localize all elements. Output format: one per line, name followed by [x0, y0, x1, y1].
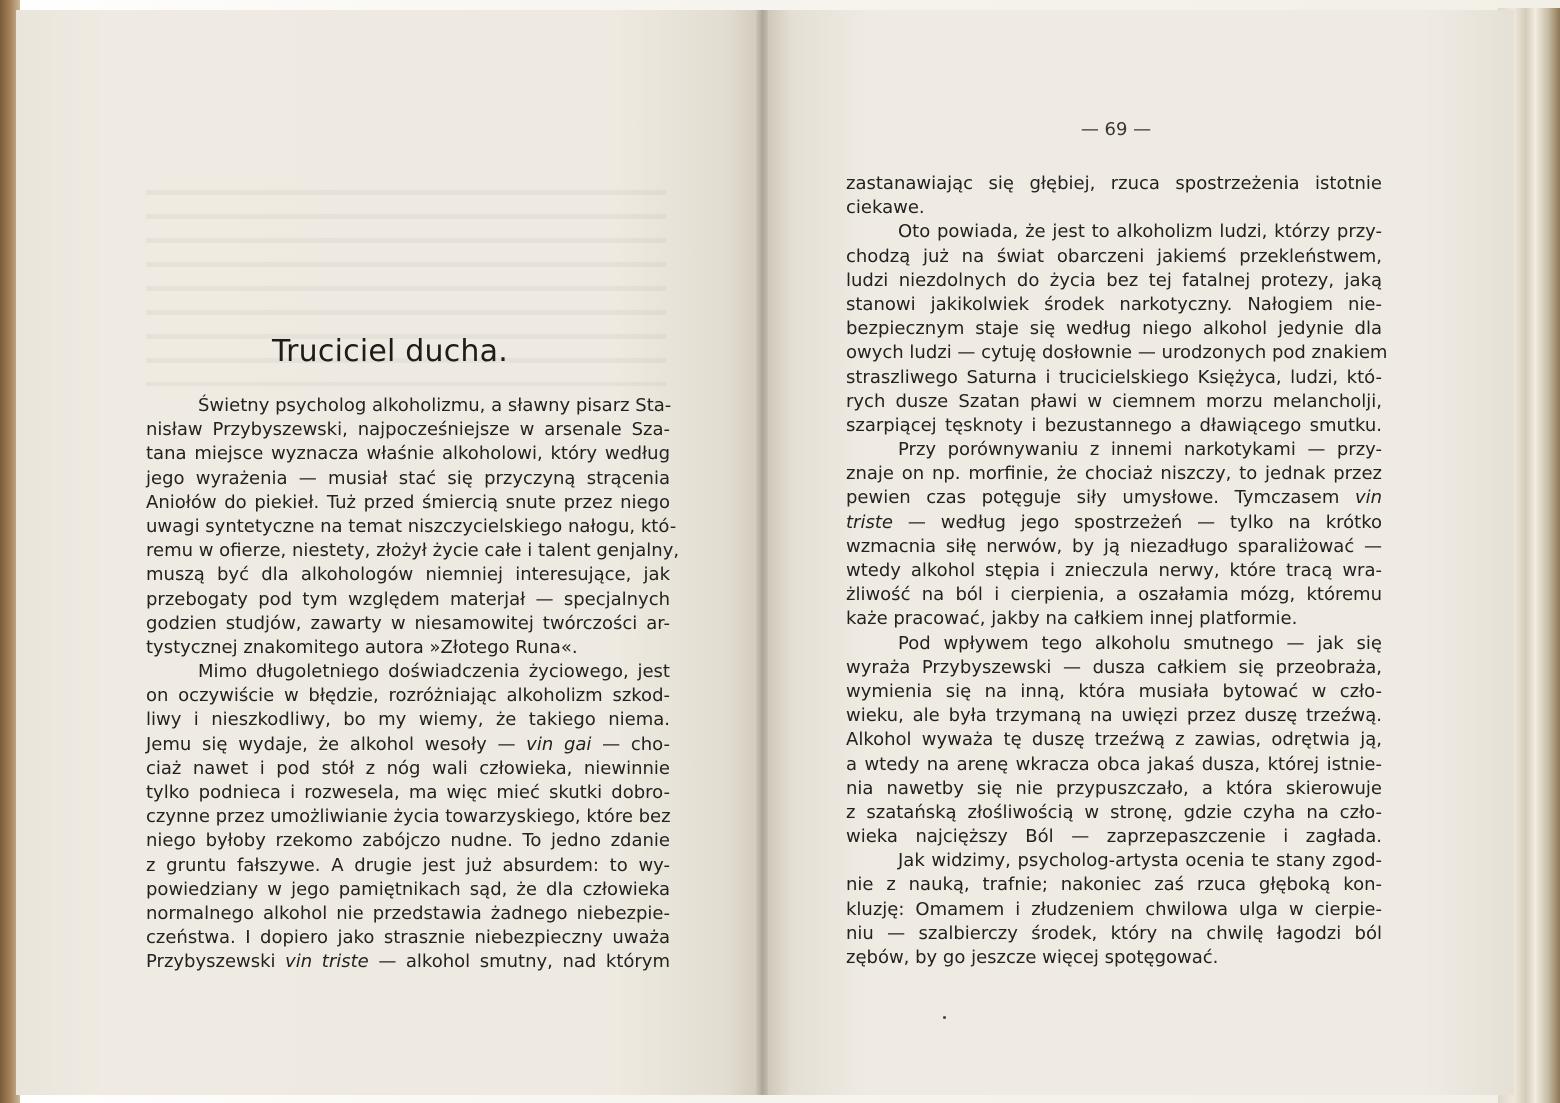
- text-line: Mimo długoletniego doświadczenia życiowego, jest: [198, 661, 670, 683]
- text-line: zastanawiając się głębiej, rzuca spostrzeżenia istotnie: [846, 173, 1382, 194]
- text-line: liwy i nieszkodliwy, bo my wiemy, że takiego niema.: [146, 709, 670, 731]
- text-line: nisław Przybyszewski, najpocześniejsze w arsenale Sza-: [146, 419, 670, 441]
- text-line: wzmacnia siłę nerwów, by ją niezadługo sparaliżować —: [846, 535, 1382, 557]
- text-line: z szatańską złośliwością w stronę, gdzie czyha na czło-: [846, 801, 1382, 823]
- text-line: remu w ofierze, niestety, złożył życie całe i talent genjalny,: [146, 540, 680, 562]
- page-number: — 69 —: [1080, 119, 1152, 140]
- text-line: Przy porównywaniu z innemi narkotykami — przy-: [898, 439, 1382, 461]
- text-line: z gruntu fałszywe. A drugie jest już absurdem: to wy-: [146, 854, 670, 876]
- text-line: Pod wpływem tego alkoholu smutnego — jak się: [898, 632, 1382, 654]
- text-line: pewien czas potęguje siły umysłowe. Tymczasem vin: [846, 487, 1382, 509]
- text-line: ciekawe.: [846, 197, 925, 219]
- text-line: straszliwego Saturna i trucicielskiego Księżyca, ludzi, któ-: [846, 366, 1382, 388]
- text-line: uwagi syntetyczne na temat niszczycielskiego nałogu, któ-: [146, 515, 677, 537]
- text-line: nie z nauką, trafnie; nakoniec zaś rzuca głęboką kon-: [846, 874, 1382, 896]
- text-line: Jak widzimy, psycholog-artysta ocenia te stany zgod-: [898, 850, 1382, 872]
- text-line: czynne przez umożliwianie życia towarzyskiego, które bez: [146, 806, 671, 828]
- text-line: godzien studjów, zawarty w niesamowitej twórczości ar-: [146, 612, 670, 634]
- text-line: nia nawetby się nie przypuszczało, a która skierowuje: [846, 777, 1382, 799]
- text-line: wieka najcięższy Ból — zaprzepaszczenie i zagłada.: [846, 826, 1382, 848]
- text-line: znaje on np. morfinie, że chociaż niszczy, to jednak przez: [846, 463, 1382, 485]
- text-line: Przybyszewski vin triste — alkohol smutny, nad którym: [146, 951, 670, 973]
- text-line: a wtedy na arenę wkracza obca jakaś dusza, której istnie-: [846, 753, 1382, 775]
- text-line: on oczywiście w błędzie, rozróżniając alkoholizm szkod-: [146, 685, 670, 707]
- text-line: niu — szalbierczy środek, który na chwilę łagodzi ból: [846, 922, 1382, 944]
- chapter-title: Truciciel ducha.: [272, 334, 508, 369]
- text-line: tylko podnieca i rozwesela, ma więc mieć skutki dobro-: [146, 782, 670, 803]
- text-line: Świetny psycholog alkoholizmu, a sławny pisarz Sta-: [198, 395, 672, 416]
- text-line: kluzję: Omamem i złudzeniem chwilowa ulga w cierpie-: [846, 898, 1382, 920]
- text-line: stanowi jakikolwiek środek narkotyczny. Nałogiem nie-: [846, 293, 1382, 315]
- text-line: niego byłoby rzekomo zabójczo nudne. To jedno zdanie: [146, 830, 670, 852]
- text-line: Jemu się wydaje, że alkohol wesoły — vin gai — cho-: [146, 733, 671, 755]
- text-line: owych ludzi — cytuję dosłownie — urodzonych pod znakiem: [846, 342, 1388, 364]
- text-line: triste — według jego spostrzeżeń — tylko na krótko: [846, 511, 1382, 533]
- left-page-text: [146, 394, 680, 975]
- text-line: wyraża Przybyszewski — dusza całkiem się przeobraża,: [846, 656, 1382, 678]
- text-line: muszą być dla alkohologów niemniej interesujące, jak: [146, 564, 670, 586]
- text-line: Oto powiada, że jest to alkoholizm ludzi, którzy przy-: [898, 221, 1382, 243]
- text-line: przebogaty pod tym względem materjał — specjalnych: [146, 588, 670, 610]
- ink-speck: [943, 1016, 946, 1019]
- text-line: ludzi niezdolnych do życia bez tej fatalnej protezy, jaką: [846, 269, 1382, 291]
- text-line: wieku, ale była trzymaną na uwięzi przez duszę trzeźwą.: [846, 705, 1382, 727]
- text-line: bezpiecznym staje się według niego alkohol jedynie dla: [846, 318, 1382, 340]
- text-line: Alkohol wyważa tę duszę trzeźwą z zawias, odrętwia ją,: [846, 729, 1382, 751]
- text-line: tana miejsce wyznacza właśnie alkoholowi, który według: [146, 443, 670, 465]
- text-line: wtedy alkohol stępia i znieczula nerwy, które tracą wra-: [846, 560, 1382, 581]
- text-line: rych dusze Szatan pławi w ciemnem morzu melancholji,: [846, 390, 1382, 412]
- text-line: ciaż nawet i pod stół z nóg wali człowieka, niewinnie: [146, 757, 670, 779]
- text-line: chodzą już na świat obarczeni jakiemś przekleństwem,: [846, 245, 1382, 267]
- text-line: szarpiącej tęsknoty i bezustannego a dławiącego smutku.: [846, 414, 1382, 436]
- text-line: tystycznej znakomitego autora »Złotego Runa«.: [146, 636, 578, 658]
- text-line: jego wyrażenia — musiał stać się przyczyną strącenia: [146, 467, 670, 489]
- text-line: każe pracować, jakby na całkiem innej platformie.: [846, 608, 1298, 630]
- text-line: wymienia się na inną, która musiała bytować w czło-: [846, 680, 1382, 702]
- text-line: Aniołów do piekieł. Tuż przed śmiercią snute przez niego: [146, 491, 670, 513]
- text-line: normalnego alkohol nie przedstawia żadnego niebezpie-: [146, 902, 670, 924]
- book-gutter: [756, 10, 768, 1095]
- text-line: żliwość na ból i cierpienia, a oszałamia mózg, któremu: [846, 584, 1382, 606]
- text-line: zębów, by go jeszcze więcej spotęgować.: [846, 947, 1219, 968]
- right-page-text: [846, 172, 1388, 970]
- text-line: powiedziany w jego pamiętnikach sąd, że dla człowieka: [146, 878, 670, 900]
- text-line: czeństwa. I dopiero jako strasznie niebezpieczny uważa: [146, 927, 670, 949]
